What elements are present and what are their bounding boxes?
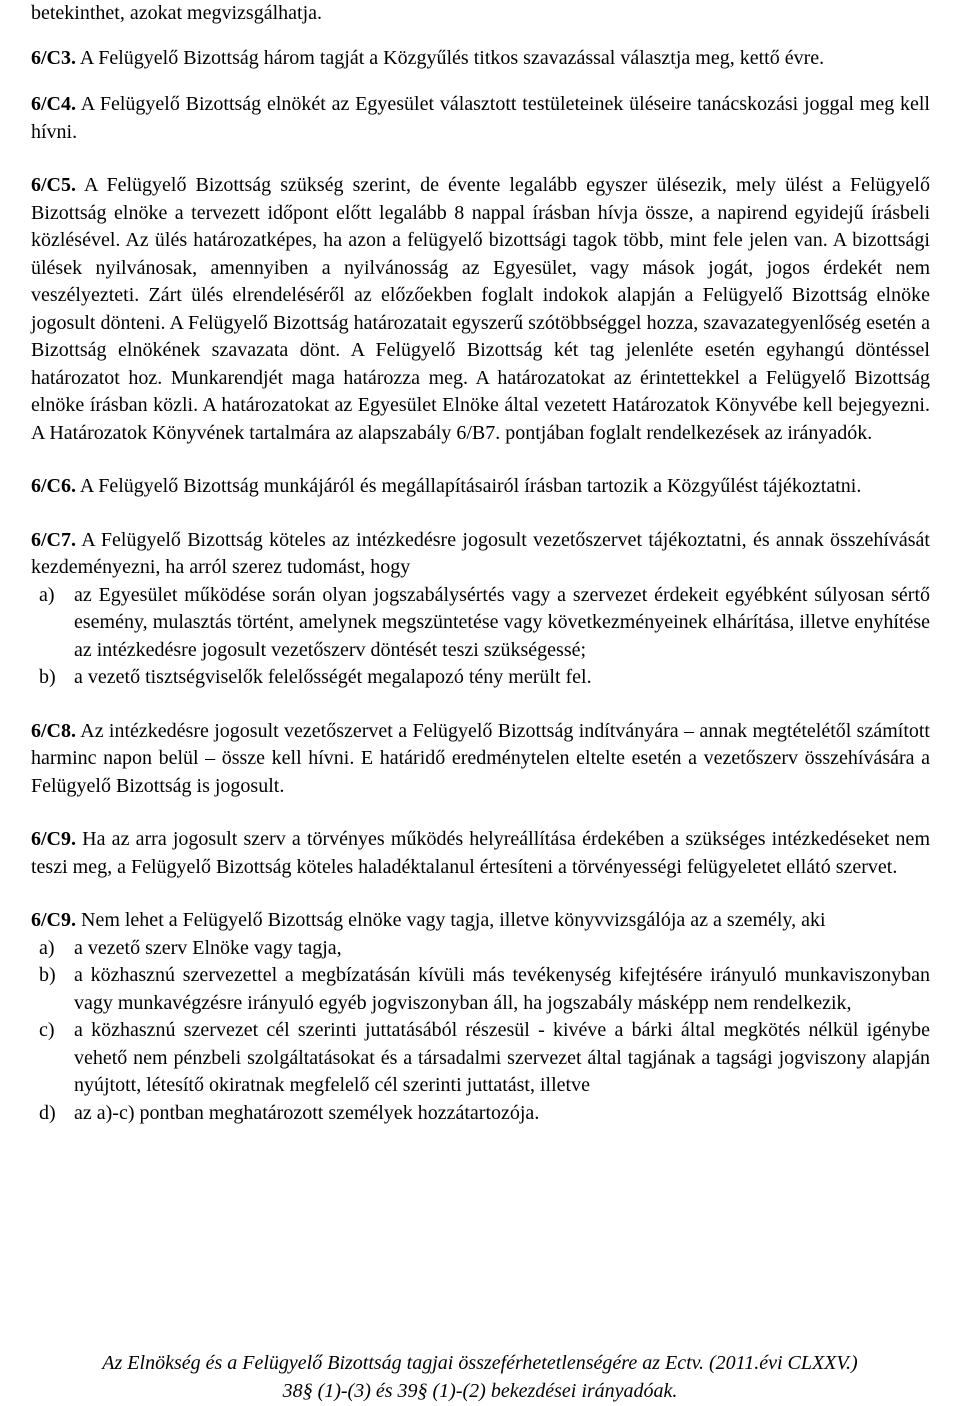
list-item-marker: a) xyxy=(39,583,55,606)
section-text: A Felügyelő Bizottság szükség szerint, de évente legalább egyszer ülésezik, mely ülést a Felügyelő Bizottság elnöke a tervezett időpont előtt legalább 8 nappal írásban hívja össze, a napirend egyidejű írásbeli közlésével. Az ülés határozatképes, ha azon a felügyelő bizottsági tagok több, mint fele jelen van. A bizottsági ülések nyilvánosak, amennyiben a nyilvánosság az Egyesület, vagy mások jogát, jogos érdekét nem veszélyezteti. Zárt ülés elrendeléséről az előzőekben foglalt indokok alapján a Felügyelő Bizottság elnöke jogosult dönteni. A Felügyelő Bizottság határozatait egyszerű szótöbbséggel hozza, szavazategyenlőség esetén a Bizottság elnökének szavazata dönt. A Felügyelő Bizottság két tag jelenléte esetén egyhangú döntéssel határozatot hoz. Munkarendjét maga határozza meg. A határozatokat az érintettekkel a Felügyelő Bizottság elnöke írásban közli. A határozatokat az Egyesület Elnöke által vezetett Határozatok Könyvébe kell bejegyezni. A Határozatok Könyvének tartalmára az alapszabály 6/B7. pontjában foglalt rendelkezések az irányadók. xyxy=(31,174,930,444)
list-item-text: a közhasznú szervezet cél szerinti juttatásából részesül - kivéve a bárki által megkötés nélkül igénybe vehető nem pénzbeli szolgáltatásokat és a társadalmi szervezet által tagjának a tagsági jogviszony alapján nyújtott, létesítő okiratnak megfelelő cél szerinti juttatást, illetve xyxy=(74,1019,930,1096)
footer-line-2: 38§ (1)-(3) és 39§ (1)-(2) bekezdései irányadóak. xyxy=(282,1379,678,1402)
list-item-text: a vezető szerv Elnöke vagy tagja, xyxy=(74,936,342,959)
section-text: Nem lehet a Felügyelő Bizottság elnöke vagy tagja, illetve könyvvizsgálója az a személy, aki xyxy=(76,909,826,931)
section-number: 6/C3. xyxy=(31,46,76,69)
section-number: 6/C6. xyxy=(31,475,76,497)
section-text: Ha az arra jogosult szerv a törvényes működés helyreállítása érdekében a szükséges intézkedéseket nem teszi meg, a Felügyelő Bizottság köteles haladéktalanul értesíteni a törvényességi felügyeletet ellátó szervet. xyxy=(31,828,930,878)
section-number: 6/C8. xyxy=(31,719,76,742)
section-paragraph xyxy=(31,91,930,146)
list-item-marker: b) xyxy=(39,666,56,688)
list-item-marker: c) xyxy=(39,1019,55,1041)
list-item-text: a közhasznú szervezettel a megbízatásán kívüli más tevékenység kifejtésére irányuló munkaviszonyban vagy munkavégzésre irányuló egyéb jogviszonyban áll, ha jogszabály másképp nem rendelkezik, xyxy=(74,964,930,1014)
list-item-text: az a)-c) pontban meghatározott személyek hozzátartozója. xyxy=(74,1101,540,1124)
section-number: 6/C5. xyxy=(31,174,76,196)
footer-line-1: Az Elnökség és a Felügyelő Bizottság tagjai összeférhetetlenségére az Ectv. (2011.évi CLXXV.) xyxy=(102,1352,858,1374)
footer-note xyxy=(0,1350,960,1405)
sections-container xyxy=(31,45,930,1128)
section-paragraph xyxy=(31,527,930,582)
list-item xyxy=(31,935,930,963)
list-item xyxy=(31,962,930,1017)
section-paragraph xyxy=(31,172,930,447)
section-text: Az intézkedésre jogosult vezetőszervet a Felügyelő Bizottság indítványára – annak megtételétől számított harminc napon belül – össze kell hívni. E határidő eredménytelen eltelte esetén a vezetőszerv összehívására a Felügyelő Bizottság is jogosult. xyxy=(31,719,930,797)
section-number: 6/C7. xyxy=(31,528,76,551)
section-number: 6/C9. xyxy=(31,909,76,931)
list-item-text: a vezető tisztségviselők felelősségét megalapozó tény merült fel. xyxy=(74,666,592,688)
section-number: 6/C9. xyxy=(31,828,76,850)
list-item-marker: d) xyxy=(39,1101,56,1124)
section-paragraph xyxy=(31,473,930,501)
section-list xyxy=(31,582,930,692)
list-item xyxy=(31,1100,930,1128)
intro-paragraph: betekinthet, azokat megvizsgálhatja. xyxy=(31,2,322,24)
section-paragraph xyxy=(31,45,930,73)
section-paragraph xyxy=(31,826,930,881)
list-item-marker: b) xyxy=(39,964,56,986)
section-paragraph xyxy=(31,907,930,935)
section-paragraph xyxy=(31,718,930,801)
section-number: 6/C4. xyxy=(31,93,76,115)
section-text: A Felügyelő Bizottság elnökét az Egyesület választott testületeinek üléseire tanácskozási joggal meg kell hívni. xyxy=(31,93,930,143)
list-item xyxy=(31,664,930,692)
section-text: A Felügyelő Bizottság köteles az intézkedésre jogosult vezetőszervet tájékoztatni, és annak összehívását kezdeményezni, ha arról szerez tudomást, hogy xyxy=(31,528,930,578)
section-text: A Felügyelő Bizottság munkájáról és megállapításairól írásban tartozik a Közgyűlést tájékoztatni. xyxy=(76,475,862,497)
list-item xyxy=(31,1017,930,1100)
section-text: A Felügyelő Bizottság három tagját a Közgyűlés titkos szavazással választja meg, kettő évre. xyxy=(76,46,825,69)
section-list xyxy=(31,935,930,1128)
list-item-marker: a) xyxy=(39,936,55,959)
list-item-text: az Egyesület működése során olyan jogszabálysértés vagy a szervezet érdekeit egyébként súlyosan sértő esemény, mulasztás történt, amelynek megszüntetése vagy következményeinek elhárítása, illetve enyhítése az intézkedésre jogosult vezetőszerv döntését teszi szükségessé; xyxy=(74,583,930,661)
list-item xyxy=(31,582,930,665)
